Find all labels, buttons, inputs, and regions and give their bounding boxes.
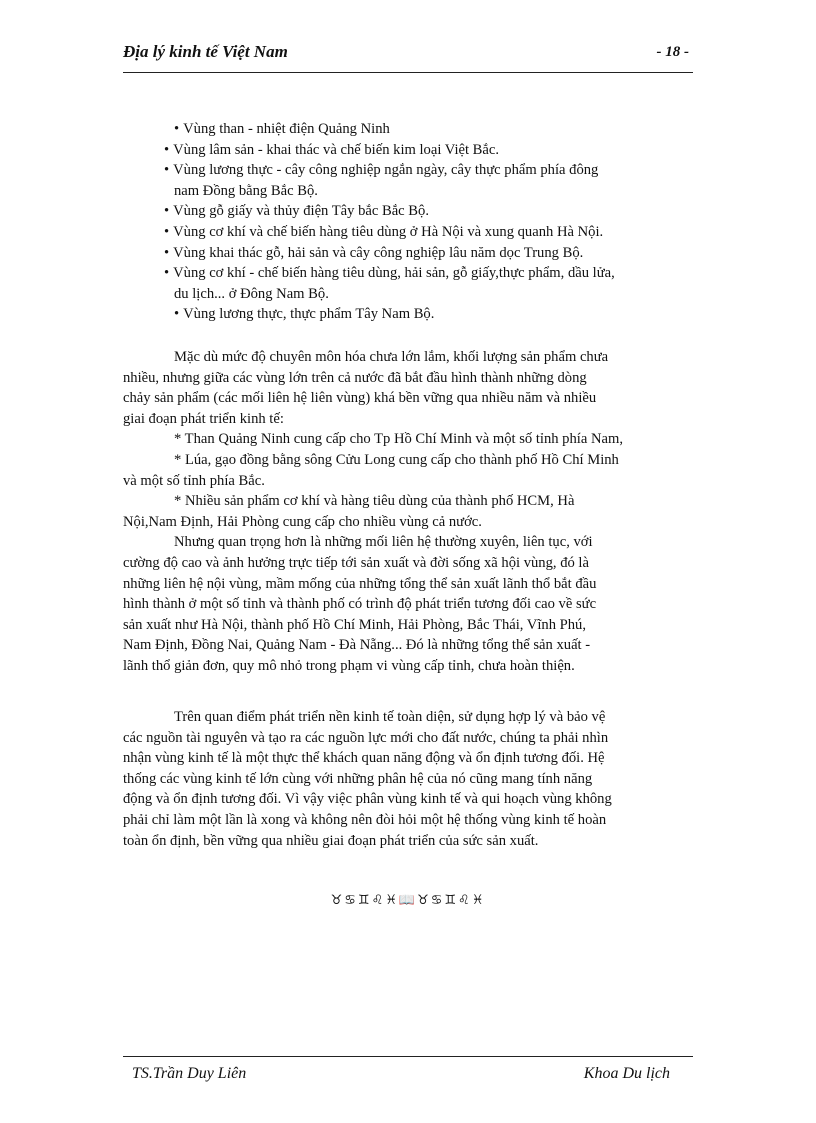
list-item: • Vùng gỗ giấy và thủy điện Tây bắc Bắc Bộ. <box>164 203 429 220</box>
footer-divider <box>123 1056 693 1057</box>
paragraph-regional-links: Mặc dù mức độ chuyên môn hóa chưa lớn lắm, khối lượng sản phẩm chưa nhiều, nhưng giữa các vùng lớn trên cả nước đã bắt đầu hình thành những dòng chảy sản phẩm (các mối liên hệ liên vùng) khá bền vững qua nhiều năm và nhiều giai đoạn phát triển kinh tế: * Than Quảng Ninh cung cấp cho Tp Hồ Chí Minh và một số tỉnh phía Nam, * Lúa, gạo đồng bằng sông Cửu Long cung cấp cho thành phố Hồ Chí Minh và một số tỉnh phía Bắc. * Nhiều sản phẩm cơ khí và hàng tiêu dùng của thành phố HCM, Hà Nội,Nam Định, Hải Phòng cung cấp cho nhiều vùng cả nước. Nhưng quan trọng hơn là những mối liên hệ thường xuyên, liên tục, với cường độ cao và ảnh hưởng trực tiếp tới sản xuất và đời sống xã hội vùng, đó là những liên hệ nội vùng, mầm mống của những tổng thể sản xuất lãnh thổ bắt đầu hình thành ở một số tỉnh và thành phố có trình độ phát triển tương đối cao về sức sản xuất như Hà Nội, thành phố Hồ Chí Minh, Hải Phòng, Bắc Thái, Vĩnh Phú, Nam Định, Đồng Nai, Quảng Nam - Đà Nẵng... Đó là những tổng thể sản xuất - lãnh thổ giản đơn, quy mô nhỏ trong phạm vi vùng cấp tỉnh, chưa hoàn thiện. <box>123 349 623 674</box>
list-item: • Vùng cơ khí - chế biến hàng tiêu dùng, hải sản, gỗ giấy,thực phẩm, dầu lửa, <box>164 265 615 282</box>
list-item: • Vùng lương thực, thực phẩm Tây Nam Bộ. <box>174 306 435 323</box>
list-item: • Vùng than - nhiệt điện Quảng Ninh <box>174 121 390 137</box>
footer-author: TS.Trần Duy Liên <box>132 1065 247 1082</box>
header-title: Địa lý kinh tế Việt Nam <box>123 42 288 61</box>
list-item: • Vùng cơ khí và chế biến hàng tiêu dùng ở Hà Nội và xung quanh Hà Nội. <box>164 224 604 240</box>
list-item: • Vùng lương thực - cây công nghiệp ngắn ngày, cây thực phẩm phía đông <box>164 162 599 179</box>
paragraph-development-view: Trên quan điểm phát triển nền kinh tế toàn diện, sử dụng hợp lý và bảo vệ các nguồn tài nguyên và tạo ra các nguồn lực mới cho đất nước, chúng ta phải nhìn nhận vùng kinh tế là một thực thể khách quan năng động và ổn định tương đối. Hệ thống các vùng kinh tế lớn cùng với những phân hệ của nó cũng mang tính năng động và ổn định tương đối. Vì vậy việc phân vùng kinh tế và qui hoạch vùng không phải chỉ làm một lần là xong và không nên đòi hỏi một hệ thống vùng kinh tế hoàn toàn ổn định, bền vững qua nhiều giai đoạn phát triển của sức sản xuất. <box>123 709 612 849</box>
footer-department: Khoa Du lịch <box>583 1065 670 1082</box>
list-item: • Vùng lâm sản - khai thác và chế biến kim loại Việt Bắc. <box>164 141 500 158</box>
decorative-ornament: ♉♋♊♌♓📖♉♋♊♌♓ <box>330 893 486 908</box>
list-item-continuation: nam Đồng bằng Bắc Bộ. <box>174 182 318 199</box>
list-item: • Vùng khai thác gỗ, hải sản và cây công nghiệp lâu năm dọc Trung Bộ. <box>164 244 584 261</box>
page-number: - 18 - <box>656 44 689 60</box>
page-header <box>123 38 693 73</box>
list-item-continuation: du lịch... ở Đông Nam Bộ. <box>174 285 329 302</box>
